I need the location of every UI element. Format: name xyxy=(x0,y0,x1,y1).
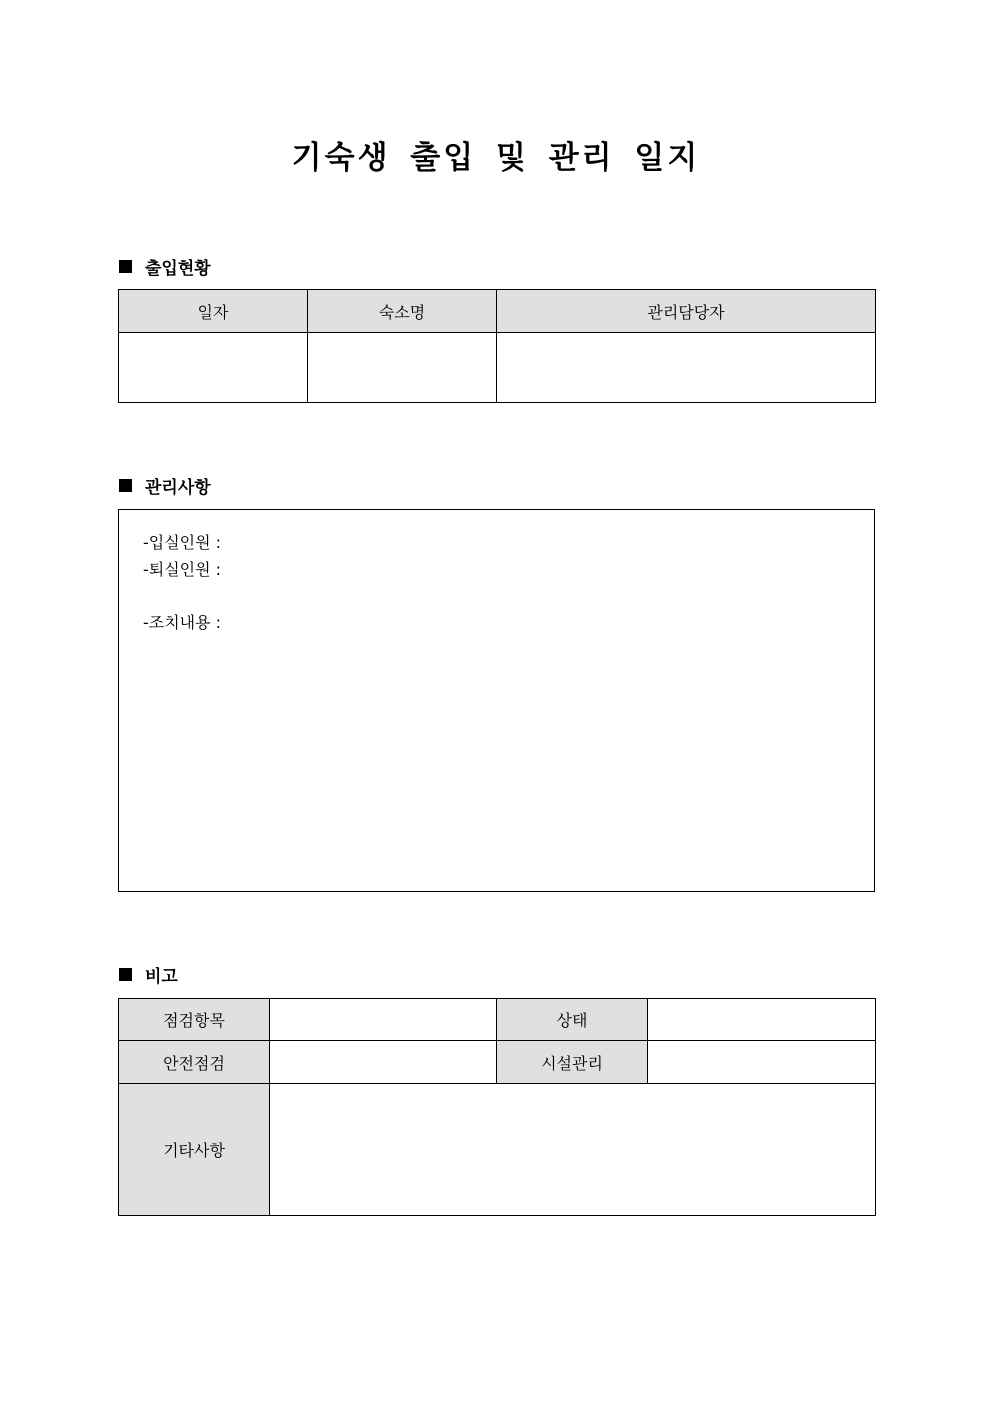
label-safety-check: 안전점검 xyxy=(119,1041,270,1084)
cell-dorm-name[interactable] xyxy=(308,333,497,403)
section-heading-remarks xyxy=(119,962,178,987)
remarks-table xyxy=(118,998,876,1216)
label-facility-management: 시설관리 xyxy=(497,1041,648,1084)
cell-facility-management[interactable] xyxy=(648,1041,876,1084)
section-heading-management xyxy=(119,473,211,498)
check-out-count-line: -퇴실인원 : xyxy=(143,560,222,579)
section-heading-entry xyxy=(119,254,211,279)
label-status: 상태 xyxy=(497,999,648,1041)
cell-safety-check[interactable] xyxy=(270,1041,497,1084)
section-heading-remarks-label: 비고 xyxy=(145,967,178,987)
cell-status[interactable] xyxy=(648,999,876,1041)
column-header-dorm-name: 숙소명 xyxy=(308,290,497,333)
check-in-count-line: -입실인원 : xyxy=(143,533,222,552)
cell-other-notes[interactable] xyxy=(270,1084,876,1216)
section-heading-entry-label: 출입현황 xyxy=(145,259,211,279)
cell-inspection-item[interactable] xyxy=(270,999,497,1041)
cell-date[interactable] xyxy=(119,333,308,403)
section-heading-management-label: 관리사항 xyxy=(145,478,211,498)
action-taken-line: -조치내용 : xyxy=(143,613,222,632)
column-header-date: 일자 xyxy=(119,290,308,333)
square-bullet-icon xyxy=(119,968,132,981)
label-other-notes: 기타사항 xyxy=(119,1084,270,1216)
entry-table xyxy=(118,289,876,403)
square-bullet-icon xyxy=(119,260,132,273)
management-notes-box[interactable] xyxy=(118,509,875,892)
label-inspection-item: 점검항목 xyxy=(119,999,270,1041)
cell-manager[interactable] xyxy=(497,333,876,403)
square-bullet-icon xyxy=(119,479,132,492)
document-title: 기숙생 출입 및 관리 일지 xyxy=(291,140,701,176)
column-header-manager: 관리담당자 xyxy=(497,290,876,333)
